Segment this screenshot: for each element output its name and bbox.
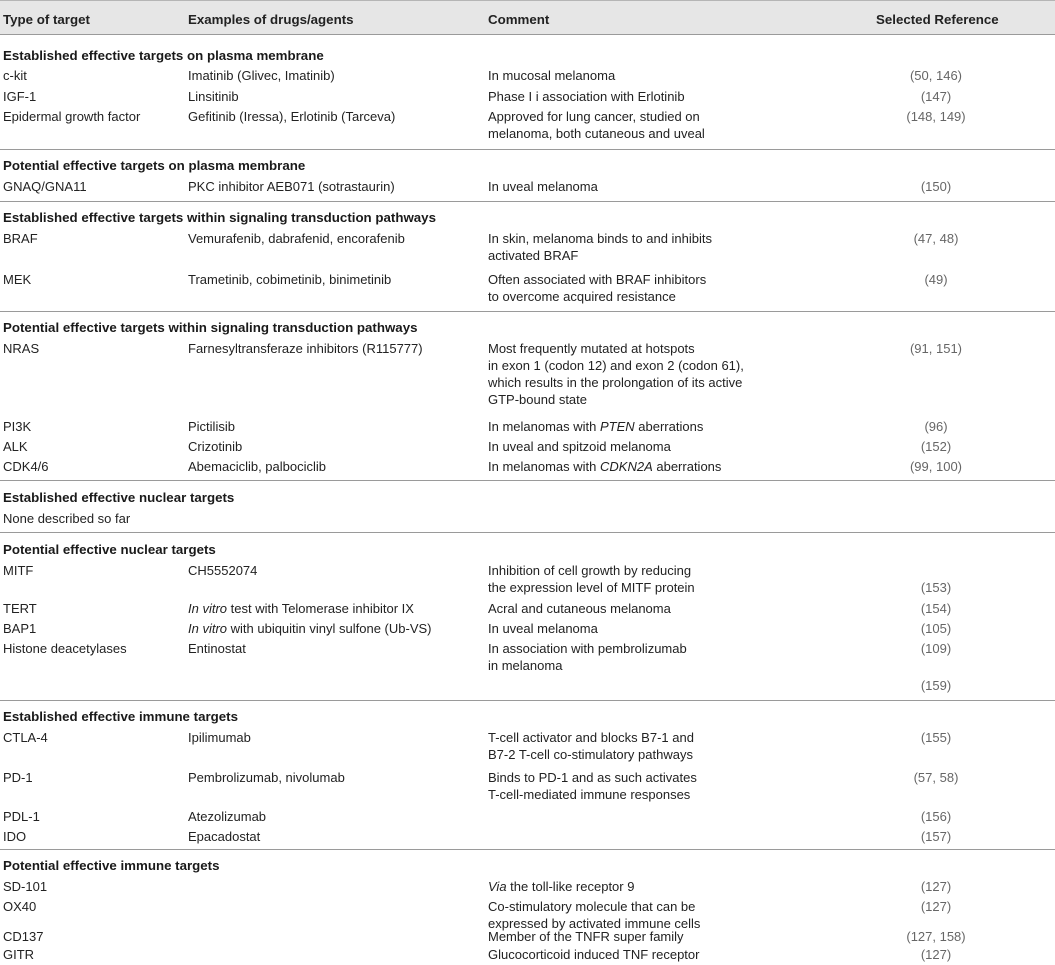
comment-cell — [488, 898, 700, 932]
comment-cell — [488, 562, 695, 596]
section-title: Established effective immune targets — [3, 709, 238, 724]
comment-cell — [488, 230, 712, 264]
target-cell: IGF-1 — [3, 89, 37, 104]
reference-cell: (99, 100) — [909, 459, 963, 474]
comment-line: in exon 1 (codon 12) and exon 2 (codon 61), — [488, 358, 744, 373]
drug-cell: Pembrolizumab, nivolumab — [188, 770, 345, 785]
target-cell: CTLA-4 — [3, 730, 48, 745]
target-cell: MITF — [3, 563, 34, 578]
comment-line: B7-2 T-cell co-stimulatory pathways — [488, 747, 693, 762]
target-cell: Epidermal growth factor — [3, 109, 141, 124]
header-examples: Examples of drugs/agents — [188, 12, 354, 27]
comment-cell: Acral and cutaneous melanoma — [488, 601, 671, 616]
drug-cell: Abemaciclib, palbociclib — [188, 459, 327, 474]
reference-cell: (109) — [920, 641, 952, 656]
drug-text: test with Telomerase inhibitor IX — [227, 601, 414, 616]
comment-line: T-cell activator and blocks B7-1 and — [488, 730, 694, 745]
comment-line: In association with pembrolizumab — [488, 641, 687, 656]
comment-text: aberrations — [652, 459, 722, 474]
drug-cell: CH5552074 — [188, 563, 258, 578]
comment-cell: Glucocorticoid induced TNF receptor — [488, 947, 700, 962]
target-cell: MEK — [3, 272, 32, 287]
comment-cell — [488, 458, 721, 475]
section-divider — [0, 849, 1055, 850]
comment-line: the expression level of MITF protein — [488, 580, 695, 595]
reference-cell: (49) — [924, 272, 948, 287]
comment-line: Inhibition of cell growth by reducing — [488, 563, 692, 578]
drug-cell: Linsitinib — [188, 89, 239, 104]
drug-cell: Farnesyltransferaze inhibitors (R115777) — [188, 341, 423, 356]
comment-line: GTP-bound state — [488, 392, 587, 407]
target-cell: Histone deacetylases — [3, 641, 127, 656]
target-cell: PI3K — [3, 419, 32, 434]
comment-text: aberrations — [634, 419, 704, 434]
reference-cell: (154) — [920, 601, 952, 616]
comment-cell — [488, 878, 634, 895]
reference-cell: (150) — [920, 179, 952, 194]
section-divider — [0, 480, 1055, 481]
reference-cell: (155) — [920, 730, 952, 745]
reference-cell: (91, 151) — [909, 341, 963, 356]
section-title: Established effective nuclear targets — [3, 490, 235, 505]
section-divider — [0, 532, 1055, 533]
target-cell: BRAF — [3, 231, 38, 246]
comment-cell: In uveal and spitzoid melanoma — [488, 439, 671, 454]
target-cell: CD137 — [3, 929, 44, 944]
target-cell: PD-1 — [3, 770, 33, 785]
gene-name: PTEN — [600, 419, 635, 434]
comment-line: expressed by activated immune cells — [488, 916, 701, 931]
comment-line: melanoma, both cutaneous and uveal — [488, 126, 705, 141]
comment-line: In skin, melanoma binds to and inhibits — [488, 231, 713, 246]
reference-cell: (96) — [924, 419, 948, 434]
section-title: Potential effective targets on plasma membrane — [3, 158, 306, 173]
comment-cell: In mucosal melanoma — [488, 68, 616, 83]
gene-name: CDKN2A — [600, 459, 653, 474]
section-title: Potential effective immune targets — [3, 858, 220, 873]
table-header — [0, 0, 1055, 34]
header-comment: Comment — [488, 12, 550, 27]
comment-cell — [488, 108, 705, 142]
reference-cell: (105) — [920, 621, 952, 636]
drug-cell: Atezolizumab — [188, 809, 267, 824]
comment-cell: In uveal melanoma — [488, 621, 598, 636]
reference-cell: (153) — [920, 580, 952, 595]
reference-cell: (127) — [920, 947, 952, 962]
reference-cell: (156) — [920, 809, 952, 824]
comment-text: In melanomas with — [488, 459, 600, 474]
none-described-note: None described so far — [3, 511, 131, 526]
reference-cell: (47, 48) — [913, 231, 959, 246]
comment-line: to overcome acquired resistance — [488, 289, 676, 304]
section-title: Potential effective targets within signaling transduction pathways — [3, 320, 418, 335]
target-cell: GITR — [3, 947, 35, 962]
reference-cell: (152) — [920, 439, 952, 454]
reference-cell: (127) — [920, 879, 952, 894]
drug-cell: PKC inhibitor AEB071 (sotrastaurin) — [188, 179, 395, 194]
comment-line: Approved for lung cancer, studied on — [488, 109, 700, 124]
comment-cell — [488, 271, 706, 305]
comment-line: activated BRAF — [488, 248, 579, 263]
section-title: Established effective targets on plasma membrane — [3, 48, 324, 63]
drug-cell: Crizotinib — [188, 439, 243, 454]
comment-cell — [488, 640, 687, 674]
drug-cell: Gefitinib (Iressa), Erlotinib (Tarceva) — [188, 109, 396, 124]
comment-line: Co-stimulatory molecule that can be — [488, 899, 696, 914]
target-cell: BAP1 — [3, 621, 37, 636]
drug-italic: In vitro — [188, 621, 228, 636]
reference-cell: (127) — [920, 899, 952, 914]
comment-text: the toll-like receptor 9 — [506, 879, 635, 894]
comment-line: Often associated with BRAF inhibitors — [488, 272, 707, 287]
section-divider — [0, 149, 1055, 150]
reference-cell: (57, 58) — [913, 770, 959, 785]
drug-cell: Entinostat — [188, 641, 246, 656]
target-cell: SD-101 — [3, 879, 48, 894]
comment-cell — [488, 418, 703, 435]
target-cell: ALK — [3, 439, 28, 454]
section-divider — [0, 34, 1055, 35]
comment-cell: Phase I i association with Erlotinib — [488, 89, 685, 104]
target-cell: GNAQ/GNA11 — [3, 179, 87, 194]
target-cell: TERT — [3, 601, 37, 616]
target-cell: PDL-1 — [3, 809, 40, 824]
drug-italic: In vitro — [188, 601, 228, 616]
comment-cell — [488, 769, 697, 803]
reference-cell: (50, 146) — [909, 68, 963, 83]
drug-cell: Ipilimumab — [188, 730, 251, 745]
target-cell: NRAS — [3, 341, 40, 356]
comment-line: Binds to PD-1 and as such activates — [488, 770, 697, 785]
header-type-of-target: Type of target — [3, 12, 90, 27]
section-title: Potential effective nuclear targets — [3, 542, 216, 557]
drug-cell — [188, 620, 432, 637]
drug-cell: Imatinib (Glivec, Imatinib) — [188, 68, 335, 83]
comment-line: Most frequently mutated at hotspots — [488, 341, 695, 356]
section-title: Established effective targets within signaling transduction pathways — [3, 210, 436, 225]
drug-cell — [188, 600, 414, 617]
comment-text: In melanomas with — [488, 419, 600, 434]
section-divider — [0, 700, 1055, 701]
comment-cell: In uveal melanoma — [488, 179, 598, 194]
comment-cell: Member of the TNFR super family — [488, 929, 684, 944]
reference-cell: (127, 158) — [906, 929, 966, 944]
comment-cell — [488, 340, 744, 408]
drug-cell: Vemurafenib, dabrafenid, encorafenib — [188, 231, 405, 246]
reference-cell: (159) — [920, 678, 952, 693]
comment-line: which results in the prolongation of its active — [488, 375, 743, 390]
target-cell: CDK4/6 — [3, 459, 49, 474]
comment-cell — [488, 729, 694, 763]
drug-cell: Epacadostat — [188, 829, 261, 844]
comment-italic: Via — [488, 879, 507, 894]
target-cell: IDO — [3, 829, 27, 844]
header-reference: Selected Reference — [876, 12, 999, 27]
target-cell: OX40 — [3, 899, 37, 914]
reference-cell: (147) — [920, 89, 952, 104]
comment-line: in melanoma — [488, 658, 563, 673]
drug-cell: Trametinib, cobimetinib, binimetinib — [188, 272, 392, 287]
drug-text: with ubiquitin vinyl sulfone (Ub-VS) — [227, 621, 432, 636]
section-divider — [0, 201, 1055, 202]
drug-cell: Pictilisib — [188, 419, 235, 434]
section-divider — [0, 311, 1055, 312]
target-cell: c-kit — [3, 68, 27, 83]
comment-line: T-cell-mediated immune responses — [488, 787, 691, 802]
reference-cell: (148, 149) — [906, 109, 966, 124]
reference-cell: (157) — [920, 829, 952, 844]
